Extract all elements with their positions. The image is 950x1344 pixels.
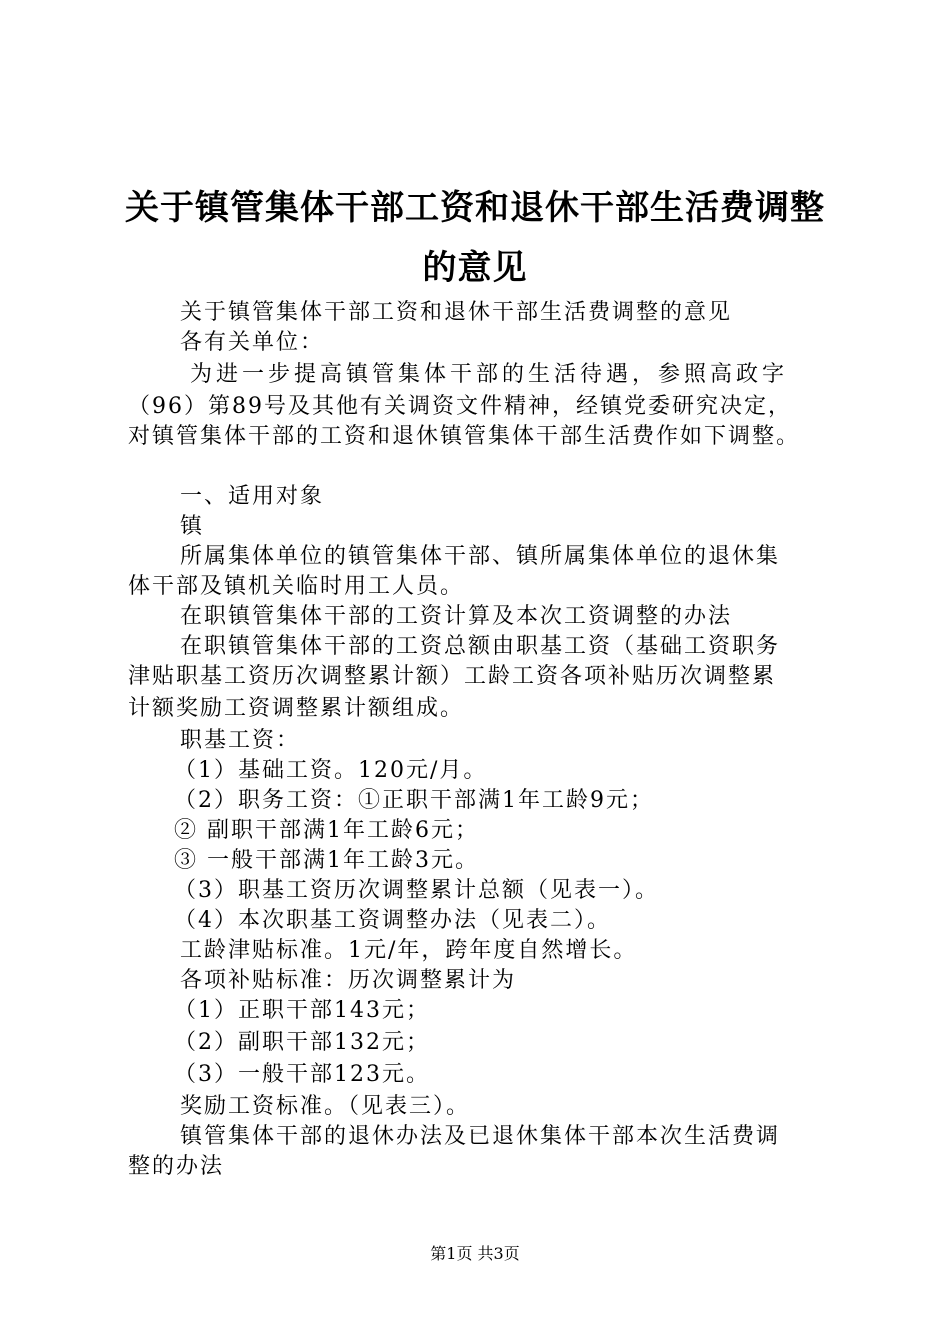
body-line: 在职镇管集体干部的工资总额由职基工资（基础工资职务 [180,634,781,659]
body-line: 工龄津贴标准。1元/年，跨年度自然增长。 [180,938,638,963]
body-line: 在职镇管集体干部的工资计算及本次工资调整的办法 [180,604,733,629]
body-line: 职基工资： [180,728,301,753]
body-line: 对镇管集体干部的工资和退休镇管集体干部生活费作如下调整。 [128,424,801,449]
body-line: 整的办法 [128,1154,225,1179]
list-item: （3）一般干部123元。 [174,1062,430,1087]
list-item: （2）职务工资：①正职干部满1年工龄9元； [174,788,654,813]
body-line: 为进一步提高镇管集体干部的生活待遇，参照高政字 [190,362,789,387]
body-line: 计额奖励工资调整累计额组成。 [128,696,465,721]
body-line: 镇 [180,514,205,539]
body-line: 津贴职基工资历次调整累计额）工龄工资各项补贴历次调整累 [128,664,777,689]
body-line: 镇管集体干部的退休办法及已退休集体干部本次生活费调 [180,1124,781,1149]
list-item: （4）本次职基工资调整办法（见表二）。 [174,908,611,933]
list-item: ② 副职干部满1年工龄6元； [174,818,479,843]
page-footer: 第1页 共3页 [430,1244,520,1263]
list-item: （3）职基工资历次调整累计总额（见表一）。 [174,878,659,903]
list-item: （1）正职干部143元； [174,998,430,1023]
body-line: 体干部及镇机关临时用工人员。 [128,574,465,599]
document-title-line-1: 关于镇管集体干部工资和退休干部生活费调整 [125,188,825,228]
section-heading: 一、适用对象 [180,484,325,509]
list-item: （2）副职干部132元； [174,1030,430,1055]
body-line-subject: 关于镇管集体干部工资和退休干部生活费调整的意见 [180,300,733,325]
document-title-line-2: 的意见 [422,248,528,288]
body-line: 奖励工资标准。（见表三）。 [180,1094,471,1119]
body-line-salutation: 各有关单位： [180,330,325,355]
list-item: ③ 一般干部满1年工龄3元。 [174,848,479,873]
body-line: （96）第89号及其他有关调资文件精神，经镇党委研究决定， [128,394,792,419]
list-item: （1）基础工资。120元/月。 [174,758,488,783]
body-line: 各项补贴标准：历次调整累计为 [180,968,517,993]
body-line: 所属集体单位的镇管集体干部、镇所属集体单位的退休集 [180,544,781,569]
